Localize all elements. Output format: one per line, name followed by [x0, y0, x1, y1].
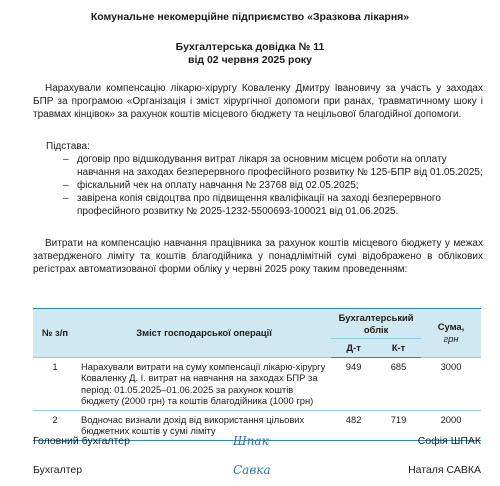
row-debit: 482 — [331, 410, 376, 440]
signatory-position: Бухгалтер — [33, 464, 83, 476]
signatory-name: Наталя САВКА — [408, 464, 481, 476]
basis-item: – фіскальний чек на оплату навчання № 23768 від 02.05.2025; — [63, 179, 483, 192]
col-header-credit: К-т — [376, 339, 421, 358]
document-title: Бухгалтерська довідка № 11 — [175, 41, 325, 53]
basis-label: Підстава: — [46, 141, 90, 152]
row-sum: 2000 — [421, 410, 481, 440]
signatory-name: Софія ШПАК — [417, 435, 481, 447]
row-debit: 949 — [331, 357, 376, 410]
row-credit: 719 — [376, 410, 421, 440]
col-header-accounting: Бухгалтерський облік — [331, 309, 421, 339]
basis-list — [63, 153, 483, 218]
operations-table — [33, 308, 481, 441]
row-content: Водночас визнали дохід від використання цільових бюджетних коштів у сумі ліміту — [77, 410, 331, 440]
row-content: Нарахували витрати на суму компенсації лікарю-хірургу Коваленку Д. І. витрат на навчання на заходах БПР за період: 01.05.2025–01.06.2025 за рахунок коштів бюджету (2000 грн) та коштів благодійника (1000 грн) — [77, 357, 331, 410]
row-sum: 3000 — [421, 357, 481, 410]
signatory-position: Головний бухгалтер — [33, 435, 130, 447]
signature-row-accountant — [33, 464, 481, 480]
signature-row-chief-accountant — [33, 435, 481, 451]
basis-item: – договір про відшкодування витрат лікаря за основним місцем роботи на оплату навчання на заходах безперервного професійного розвитку № 125-БПР від 01.05.2025; — [63, 153, 483, 179]
document-title-block — [0, 41, 500, 67]
col-header-debit: Д-т — [331, 339, 376, 358]
row-credit: 685 — [376, 357, 421, 410]
sum-label: Сума, — [437, 321, 465, 333]
handwritten-signature: Шпак — [233, 434, 269, 448]
row-num: 1 — [33, 357, 77, 410]
intro-paragraph: Нарахували компенсацію лікарю-хірургу Коваленку Дмитру Івановичу за участь у заходах БПР за програмою «Організація і зміст хірургічної допомоги при ранах, травматичному шоку і травмах кінцівок» за рахунок коштів місцевого бюджету та нецільової благодійної допомоги. — [33, 83, 483, 120]
handwritten-signature: Савка — [233, 463, 271, 477]
col-header-num: № з/п — [33, 309, 77, 358]
organization-name: Комунальне некомерційне підприємство «Зразкова лікарня» — [90, 11, 410, 23]
table-row — [33, 357, 481, 410]
basis-item: – завірена копія свідоцтва про підвищення кваліфікації на заході безперервного професійного розвитку № 2025-1232-5500693-100021 від 01.06.2025. — [63, 192, 483, 218]
summary-paragraph: Витрати на компенсацію навчання працівника за рахунок коштів місцевого бюджету у межах затвердженого ліміту та коштів благодійника у понадлімітній сумі відображено в облікових регістрах автоматизованої форми обліку у червні 2025 року таким проведенням: — [33, 238, 483, 275]
row-num: 2 — [33, 410, 77, 440]
col-header-sum — [421, 309, 481, 358]
sum-unit: грн — [443, 332, 459, 344]
col-header-content: Зміст господарської операції — [77, 309, 331, 358]
document-date: від 02 червня 2025 року — [188, 54, 312, 66]
